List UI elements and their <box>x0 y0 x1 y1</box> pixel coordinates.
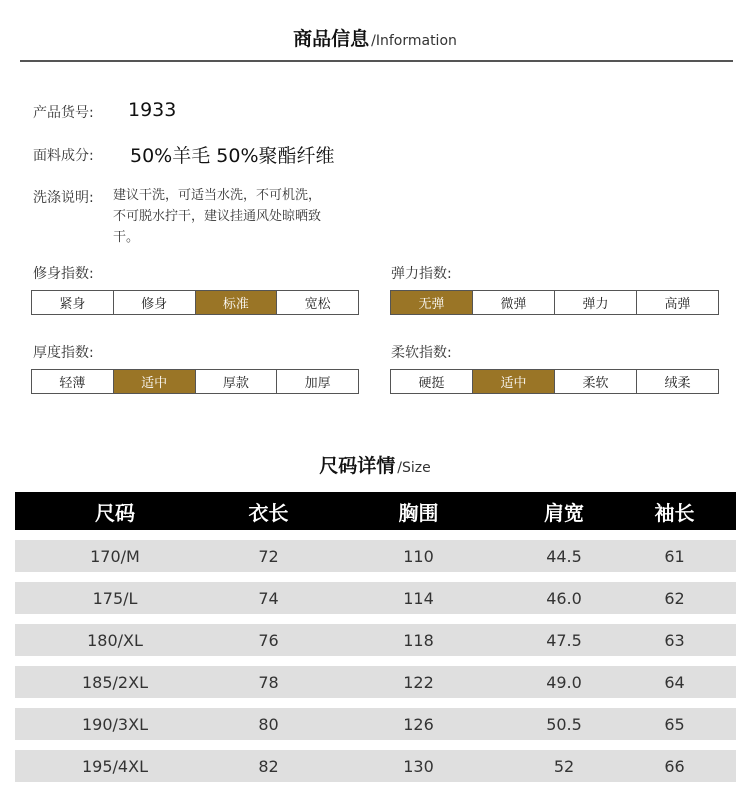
elastic-option: 弹力 <box>555 291 637 314</box>
softness-option: 柔软 <box>555 370 637 393</box>
table-row <box>15 666 736 698</box>
table-cell: 46.0 <box>546 588 582 608</box>
table-cell: 175/L <box>92 588 138 608</box>
table-cell: 74 <box>258 588 279 608</box>
softness-option: 绒柔 <box>637 370 718 393</box>
wash-line: 干。 <box>113 230 140 245</box>
thickness-index-scale <box>31 369 359 394</box>
table-cell: 126 <box>403 714 434 734</box>
softness-option: 硬挺 <box>391 370 473 393</box>
product-code-label: 产品货号: <box>33 105 94 121</box>
fabric-value: 50%羊毛 50%聚酯纤维 <box>130 145 335 167</box>
info-section-title <box>0 24 750 51</box>
product-code-value: 1933 <box>128 99 177 121</box>
table-row <box>15 582 736 614</box>
header-cell: 衣长 <box>248 500 289 525</box>
table-cell: 122 <box>403 672 434 692</box>
table-cell: 185/2XL <box>82 672 148 692</box>
wash-label: 洗涤说明: <box>33 190 94 206</box>
table-row <box>15 624 736 656</box>
thickness-option: 轻薄 <box>32 370 114 393</box>
thickness-option: 加厚 <box>277 370 358 393</box>
info-title-en: /Information <box>371 33 457 49</box>
fit-option: 宽松 <box>277 291 358 314</box>
size-title-zh: 尺码详情 <box>319 455 396 477</box>
table-cell: 47.5 <box>546 630 582 650</box>
table-cell: 80 <box>258 714 279 734</box>
thickness-option: 适中 <box>114 370 196 393</box>
size-table-header <box>15 492 736 530</box>
thickness-option: 厚款 <box>196 370 278 393</box>
table-cell: 78 <box>258 672 279 692</box>
table-cell: 76 <box>258 630 279 650</box>
header-cell: 尺码 <box>95 500 135 525</box>
table-cell: 50.5 <box>546 714 582 734</box>
size-table <box>15 492 736 782</box>
wash-line: 不可脱水拧干，建议挂通风处晾晒致 <box>113 209 322 224</box>
table-row <box>15 708 736 740</box>
table-cell: 82 <box>258 756 279 776</box>
elastic-option: 微弹 <box>473 291 555 314</box>
table-row <box>15 750 736 782</box>
size-title-en: /Size <box>397 460 431 476</box>
elastic-index-label: 弹力指数: <box>391 266 452 282</box>
table-cell: 64 <box>664 672 685 692</box>
softness-option: 适中 <box>473 370 555 393</box>
fit-index-label: 修身指数: <box>33 266 94 282</box>
table-cell: 130 <box>403 756 434 776</box>
softness-index-scale <box>390 369 719 394</box>
table-cell: 110 <box>403 546 434 566</box>
fit-option: 标准 <box>196 291 278 314</box>
table-cell: 114 <box>403 588 434 608</box>
table-cell: 195/4XL <box>82 756 148 776</box>
table-cell: 72 <box>258 546 279 566</box>
header-cell: 肩宽 <box>544 500 584 525</box>
table-cell: 44.5 <box>546 546 582 566</box>
softness-index-label: 柔软指数: <box>391 345 452 361</box>
fit-option: 紧身 <box>32 291 114 314</box>
table-cell: 52 <box>553 756 575 776</box>
table-row <box>15 540 736 572</box>
elastic-index-scale <box>390 290 719 315</box>
table-cell: 118 <box>403 630 434 650</box>
table-cell: 62 <box>664 588 685 608</box>
header-cell: 胸围 <box>398 500 439 525</box>
table-cell: 180/XL <box>87 630 143 650</box>
divider <box>20 60 733 62</box>
table-cell: 190/3XL <box>82 714 148 734</box>
info-title-zh: 商品信息 <box>293 28 370 50</box>
table-cell: 61 <box>664 546 685 566</box>
table-cell: 170/M <box>90 546 140 566</box>
thickness-index-label: 厚度指数: <box>33 345 94 361</box>
table-cell: 65 <box>664 714 685 734</box>
wash-instructions <box>113 185 363 248</box>
fit-index-scale <box>31 290 359 315</box>
table-cell: 49.0 <box>546 672 582 692</box>
fit-option: 修身 <box>114 291 196 314</box>
elastic-option: 高弹 <box>637 291 718 314</box>
wash-line: 建议干洗，可适当水洗，不可机洗， <box>113 188 322 203</box>
size-section-title <box>0 451 750 478</box>
elastic-option: 无弹 <box>391 291 473 314</box>
fabric-label: 面料成分: <box>33 148 94 164</box>
header-cell: 袖长 <box>654 500 695 525</box>
table-cell: 66 <box>664 756 685 776</box>
table-cell: 63 <box>664 630 685 650</box>
